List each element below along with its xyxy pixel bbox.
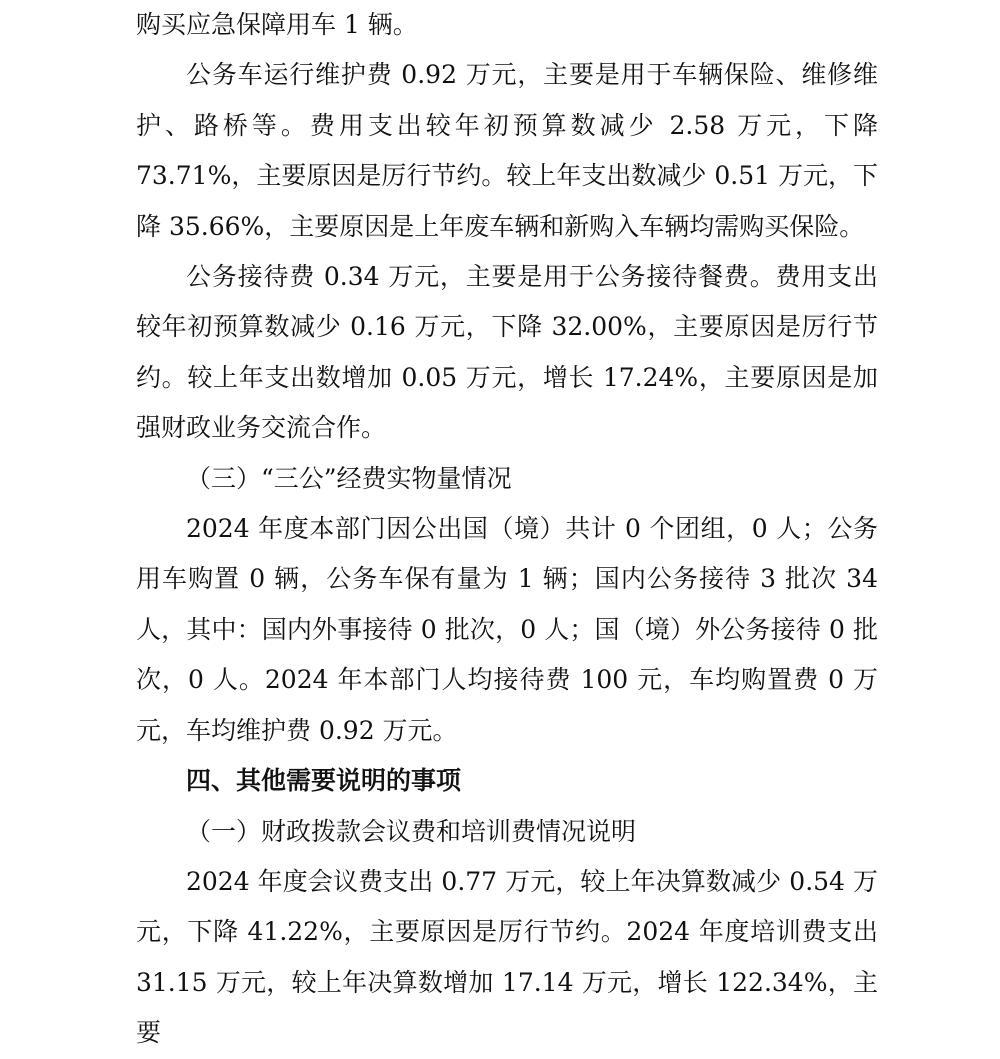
document-body [136,0,878,1059]
paragraph-continuation: 购买应急保障用车 1 辆。 [136,10,418,39]
section-heading-other-matters: 四、其他需要说明的事项 [186,766,462,796]
paragraph-reception-fee: 公务接待费 0.34 万元，主要是用于公务接待餐费。费用支出较年初预算数减少 0.16 万元，下降 32.00%，主要原因是厉行节约。较上年支出数增加 0.05 万元，增长 17.24%，主要原因是加强财政业务交流合作。 [136,262,878,443]
section-heading-meeting-training: （一）财政拨款会议费和培训费情况说明 [186,816,637,846]
paragraph-meeting-training: 2024 年度会议费支出 0.77 万元，较上年决算数减少 0.54 万元，下降 41.22%，主要原因是厉行节约。2024 年度培训费支出 31.15 万元，较上年决算数增加 17.14 万元，增长 122.34%，主要 [136,866,878,1048]
paragraph-vehicle-maintenance: 公务车运行维护费 0.92 万元，主要是用于车辆保险、维修维护、路桥等。费用支出较年初预算数减少 2.58 万元，下降 73.71%，主要原因是厉行节约。较上年支出数减少 0.51 万元，下降 35.66%，主要原因是上年废车辆和新购入车辆均需购买保险。 [136,60,878,241]
section-heading-physical-quantities: （三）“三公”经费实物量情况 [186,463,512,493]
paragraph-physical-quantities: 2024 年度本部门因公出国（境）共计 0 个团组，0 人；公务用车购置 0 辆，公务车保有量为 1 辆；国内公务接待 3 批次 34 人，其中：国内外事接待 0 批次，0 人；国（境）外公务接待 0 批次，0 人。2024 年本部门人均接待费 100 元，车均购置费 0 万元，车均维护费 0.92 万元。 [136,514,878,745]
